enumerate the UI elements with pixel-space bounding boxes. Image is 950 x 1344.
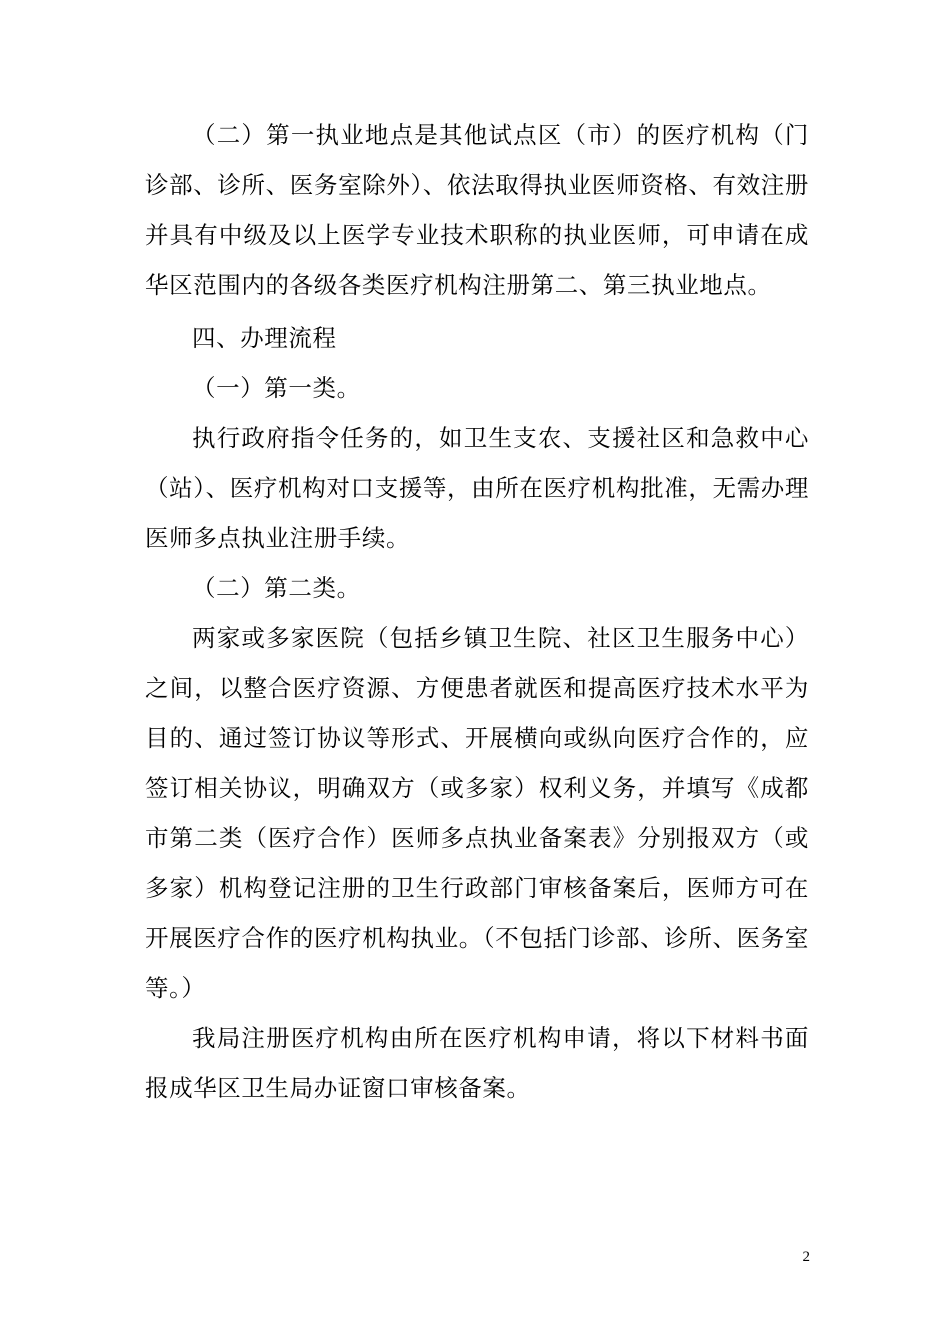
paragraph-first-category: 执行政府指令任务的，如卫生支农、支援社区和急救中心（站）、医疗机构对口支援等，由所在医疗机构批准，无需办理医师多点执业注册手续。 (145, 424, 809, 552)
section-heading-procedure: 四、办理流程 (192, 324, 337, 352)
page-number: 2 (802, 1249, 810, 1265)
document-body (145, 110, 809, 1113)
subheading-first-category: （一）第一类。 (192, 374, 361, 402)
subheading-second-category: （二）第二类。 (192, 574, 361, 602)
paragraph-submission: 我局注册医疗机构由所在医疗机构申请，将以下材料书面报成华区卫生局办证窗口审核备案。 (145, 1024, 809, 1102)
paragraph-second-category-location: （二）第一执业地点是其他试点区（市）的医疗机构（门诊部、诊所、医务室除外）、依法取得执业医师资格、有效注册并具有中级及以上医学专业技术职称的执业医师，可申请在成华区范围内的各级各类医疗机构注册第二、第三执业地点。 (145, 121, 809, 299)
paragraph-second-category: 两家或多家医院（包括乡镇卫生院、社区卫生服务中心）之间，以整合医疗资源、方便患者就医和提高医疗技术水平为目的、通过签订协议等形式、开展横向或纵向医疗合作的，应签订相关协议，明确双方（或多家）权利义务，并填写《成都市第二类（医疗合作）医师多点执业备案表》分别报双方（或多家）机构登记注册的卫生行政部门审核备案后，医师方可在开展医疗合作的医疗机构执业。（不包括门诊部、诊所、医务室等。） (145, 624, 809, 1002)
